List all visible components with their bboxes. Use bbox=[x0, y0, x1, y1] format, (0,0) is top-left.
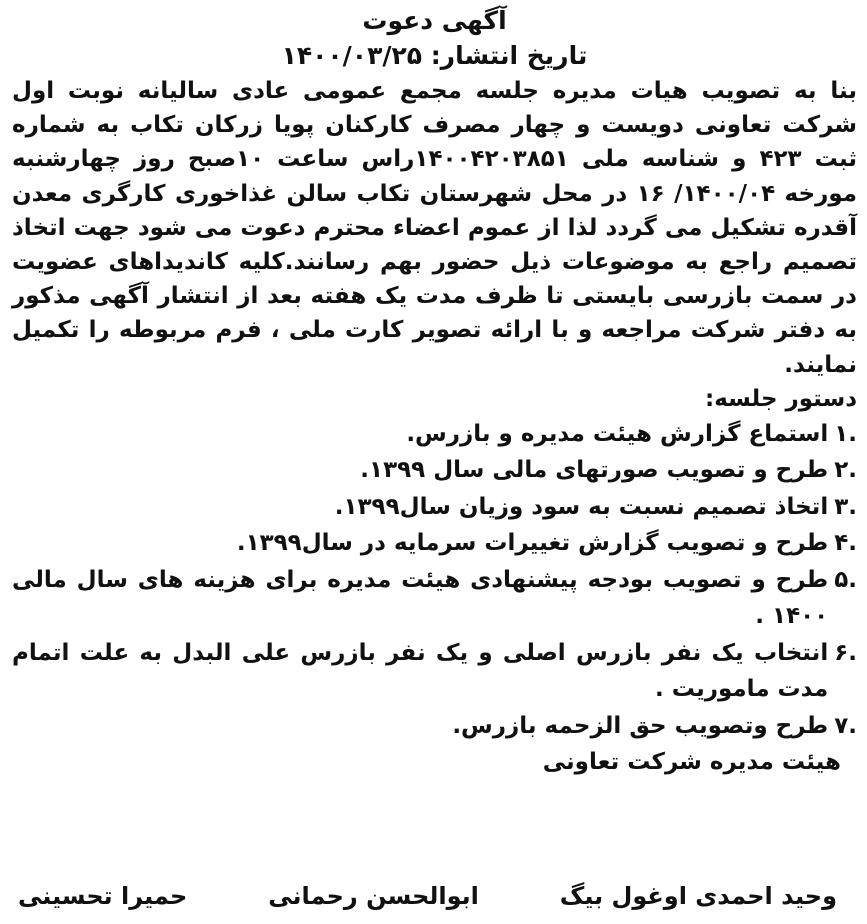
agenda-item bbox=[12, 489, 857, 526]
agenda-item bbox=[12, 452, 857, 489]
signatory-name: ابوالحسن رحمانی bbox=[268, 882, 479, 910]
notice-title: آگهی دعوت bbox=[362, 6, 507, 35]
signatory-name: وحید احمدی اوغول بیگ bbox=[559, 882, 837, 910]
agenda-item-number: .۷ bbox=[834, 712, 857, 739]
notice-body: بنا به تصویب هیات مدیره جلسه مجمع عمومی عادی سالیانه نوبت اول شرکت تعاونی دویست و چهار مصرف کارکنان پویا زرکان تکاب به شماره ثبت ۴۲۳ و شناسه ملی ۱۴۰۰۴۲۰۳۸۵۱راس ساعت ۱۰صبح روز چهارشنبه مورخه ۱۴۰۰/۰۴/ ۱۶ در محل شهرستان تکاب سالن غذاخوری کارگری معدن آقدره تشکیل می گردد لذا از عموم اعضاء محترم دعوت می شود جهت اتخاذ تصمیم راجع به موضوعات ذیل حضور بهم رسانند.کلیه کاندیداهای عضویت در سمت بازرسی بایستی تا ظرف مدت یک هفته بعد از انتشار آگهی مذکور به دفتر شرکت مراجعه و با ارائه تصویر کارت ملی ، فرم مربوطه را تکمیل نمایند. bbox=[12, 78, 857, 378]
agenda-item-number: .۳ bbox=[834, 493, 857, 520]
agenda-item-text: طرح و تصویب گزارش تغییرات سرمایه در سال۱۳۹۹. bbox=[236, 530, 829, 557]
agenda-item bbox=[12, 562, 857, 635]
agenda-item-text: اتخاذ تصمیم نسبت به سود وزیان سال۱۳۹۹. bbox=[334, 493, 829, 520]
agenda-item-text: طرح و تصویب صورتهای مالی سال ۱۳۹۹. bbox=[360, 457, 829, 484]
agenda-item-number: .۵ bbox=[834, 566, 857, 593]
board-of-directors: هیئت مدیره شرکت تعاونی bbox=[542, 749, 841, 776]
signatory-name: حمیرا تحسینی bbox=[18, 882, 188, 910]
agenda-item-text: طرح وتصویب حق الزحمه بازرس. bbox=[452, 712, 829, 739]
agenda-heading: دستور جلسه: bbox=[705, 385, 857, 412]
agenda-list bbox=[12, 416, 857, 745]
agenda-item-number: .۱ bbox=[834, 420, 857, 447]
agenda-item bbox=[12, 416, 857, 453]
agenda-item-number: .۶ bbox=[834, 639, 857, 666]
agenda-item-number: .۴ bbox=[834, 530, 857, 557]
agenda-item bbox=[12, 525, 857, 562]
agenda-item-text: استماع گزارش هیئت مدیره و بازرس. bbox=[406, 420, 829, 447]
agenda-item bbox=[12, 708, 857, 745]
agenda-item bbox=[12, 635, 857, 708]
agenda-item-text: طرح و تصویب بودجه پیشنهادی هیئت مدیره برای هزینه های سال مالی ۱۴۰۰ . bbox=[12, 566, 829, 630]
signatures bbox=[18, 878, 837, 914]
publish-date: تاریخ انتشار: ۱۴۰۰/۰۳/۲۵ bbox=[281, 41, 588, 70]
agenda-item-text: انتخاب یک نفر بازرس اصلی و یک نفر بازرس علی البدل به علت اتمام مدت ماموریت . bbox=[12, 639, 829, 703]
agenda-item-number: .۲ bbox=[834, 457, 857, 484]
